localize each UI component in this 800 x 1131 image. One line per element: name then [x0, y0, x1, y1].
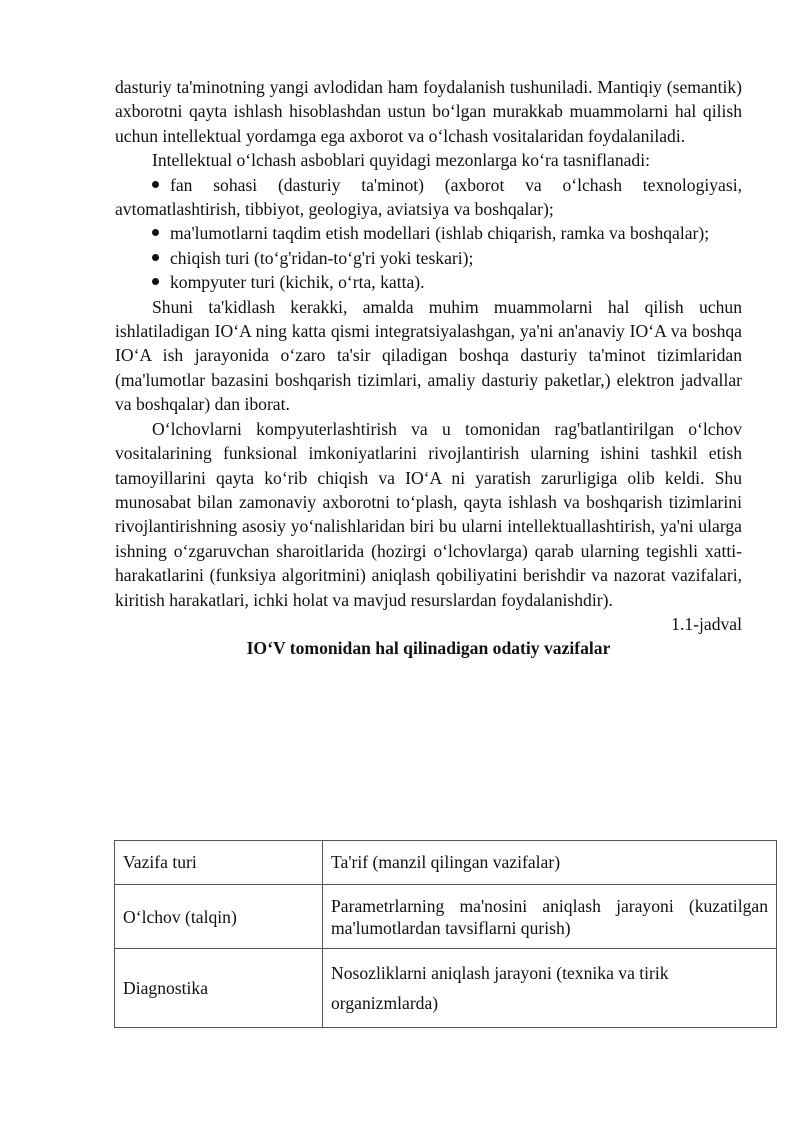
bullet-icon — [152, 229, 159, 236]
list-item-text: kompyuter turi (kichik, o‘rta, katta). — [170, 272, 425, 293]
paragraph-intro: dasturiy ta'minotning yangi avlodidan ham foydalanish tushuniladi. Mantiqiy (semantik) axborotni qayta ishlash hisoblashdan ustun bo‘lgan murakkab muammolarni hal qilish uchun intellektual yordamga ega axborot va o‘lchash vositalaridan foydalaniladi. — [115, 77, 742, 146]
header-cell-type: Vazifa turi — [115, 841, 323, 885]
list-item-text: ma'lumotlarni taqdim etish modellari (ishlab chiqarish, ramka va boshqalar); — [170, 223, 710, 244]
list-item — [115, 221, 742, 245]
table-cell-type: O‘lchov (talqin) — [115, 885, 323, 949]
bullet-icon — [152, 254, 159, 261]
list-item — [115, 270, 742, 294]
table-row — [115, 885, 777, 949]
criteria-list — [115, 173, 742, 295]
table-cell-definition: Nosozliklarni aniqlash jarayoni (texnika va tirik organizmlarda) — [323, 949, 777, 1028]
table-header-row — [115, 841, 777, 885]
body-text — [115, 75, 742, 661]
table-cell-definition: Parametrlarning ma'nosini aniqlash jarayoni (kuzatilgan ma'lumotlardan tavsiflarni qurish) — [323, 885, 777, 949]
bullet-icon — [152, 278, 159, 285]
tasks-table — [114, 840, 777, 1028]
table-number-label: 1.1-jadval — [671, 613, 742, 634]
list-item-text: chiqish turi (to‘g'ridan-to‘g'ri yoki teskari); — [170, 247, 474, 268]
list-item-text: fan sohasi (dasturiy ta'minot) (axborot va o‘lchash texnologiyasi, avtomatlashtirish, tibbiyot, geologiya, aviatsiya va boshqalar); — [115, 174, 742, 220]
paragraph-computerization: O‘lchovlarni kompyuterlashtirish va u tomonidan rag'batlantirilgan o‘lchov vositalarining funksional imkoniyatlarini rivojlantirish ularning ishini tashkil etish tamoyillarini qayta ko‘rib chiqish va IO‘A ni yaratish zarurligiga olib keldi. Shu munosabat bilan zamonaviy axborotni to‘plash, qayta ishlash va boshqarish tizimlarini rivojlantirishning asosiy yo‘nalishlaridan biri bu ularni intellektuallashtirish, ya'ni ularga ishning o‘zgaruvchan sharoitlarida (hozirgi o‘lchovlarga) qarab ularning tegishli xatti-harakatlarini (funksiya algoritmini) aniqlash qobiliyatini berishdir va nazorat vazifalari, kiritish harakatlari, ichki holat va mavjud resurslardan foydalanishdir). — [115, 418, 742, 610]
header-cell-definition: Ta'rif (manzil qilingan vazifalar) — [323, 841, 777, 885]
list-item — [115, 173, 742, 222]
table-row — [115, 949, 777, 1028]
table-cell-type: Diagnostika — [115, 949, 323, 1028]
paragraph-classification: Intellektual o‘lchash asboblari quyidagi mezonlarga ko‘ra tasniflanadi: — [152, 150, 650, 171]
bullet-icon — [152, 181, 159, 188]
paragraph-integration: Shuni ta'kidlash kerakki, amalda muhim muammolarni hal qilish uchun ishlatiladigan IO‘A ning katta qismi integratsiyalashgan, ya'ni an'anaviy IO‘A va boshqa IO‘A ish jarayonida o‘zaro ta'sir qiladigan boshqa dasturiy ta'minot tizimlaridan (ma'lumotlar bazasini boshqarish tizimlari, amaliy dasturiy paketlar,) elektron jadvallar va boshqalar) dan iborat. — [115, 296, 742, 415]
list-item — [115, 246, 742, 270]
table-title: IO‘V tomonidan hal qilinadigan odatiy vazifalar — [246, 638, 611, 659]
